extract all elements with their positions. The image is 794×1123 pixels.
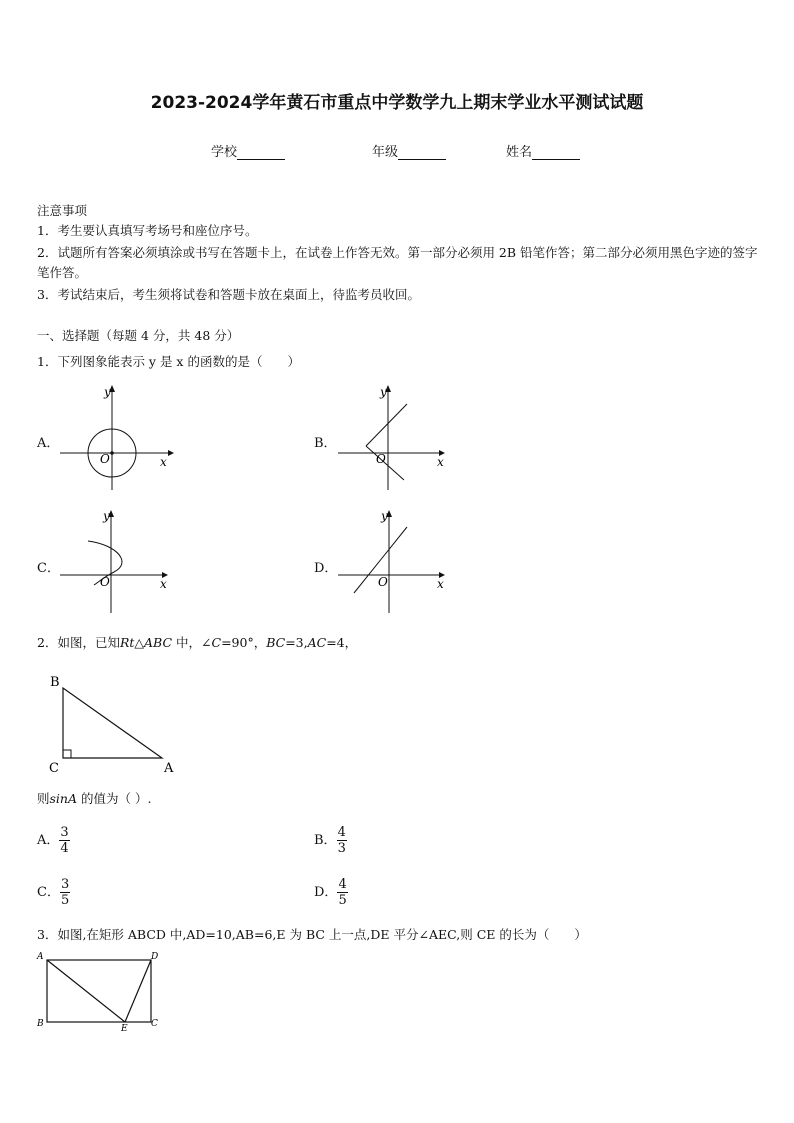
school-field[interactable] [211, 141, 285, 160]
axis-y-label: y [381, 509, 388, 523]
page-title: 2023-2024学年黄石市重点中学数学九上期末学业水平测试试题 [150, 93, 644, 113]
q2-question: 则sinA 的值为（ ）. [37, 791, 152, 806]
vertex-a-label: A [164, 761, 174, 776]
grade-label: 年级 [372, 145, 399, 160]
vertex-e-label: E [121, 1024, 128, 1033]
school-label: 学校 [211, 145, 238, 160]
q2-option-a: A． $\frac{3}{4}$ [37, 825, 69, 856]
q3-stem: 3．如图,在矩形 ABCD 中,AD=10,AB=6,E 为 BC 上一点,DE 平分∠AEC,则 CE 的长为（ ） [37, 927, 587, 942]
q2-option-c: C． $\frac{3}{5}$ [37, 877, 70, 908]
vertex-d-label: D [151, 952, 159, 962]
vertex-b-label: B [37, 1019, 44, 1029]
axis-x-label: x [437, 455, 444, 469]
vertex-c-label: C [49, 761, 59, 776]
q1-option-d-label: D． [314, 561, 338, 576]
note-1: 1．考生要认真填写考场号和座位序号。 [37, 223, 258, 238]
q1-option-a-label: A． [37, 436, 60, 451]
q1-stem: 1．下列图象能表示 y 是 x 的函数的是（ ） [37, 354, 300, 369]
q3-rectangle-figure [34, 948, 164, 1033]
q2-option-d: D． $\frac{4}{5}$ [314, 877, 347, 908]
q2-option-b: B． $\frac{4}{3}$ [314, 825, 346, 856]
vertex-a-label: A [37, 952, 44, 962]
name-label: 姓名 [506, 145, 533, 160]
vertex-b-label: B [50, 675, 60, 690]
origin-label: O [376, 452, 386, 466]
axis-y-label: y [380, 385, 387, 399]
q1-graph-b [338, 382, 453, 492]
origin-label: O [100, 575, 110, 589]
axis-y-label: y [104, 385, 111, 399]
axis-x-label: x [160, 455, 167, 469]
notes-heading: 注意事项 [37, 203, 88, 218]
q2-triangle-figure [40, 672, 190, 778]
origin-label: O [100, 452, 110, 466]
axis-y-label: y [103, 509, 110, 523]
q1-option-c-label: C． [37, 561, 60, 576]
q1-graph-d [338, 505, 453, 615]
q1-option-b-label: B． [314, 436, 337, 451]
q1-graph-a [60, 382, 175, 492]
grade-field[interactable] [372, 141, 446, 160]
note-3: 3．考试结束后，考生须将试卷和答题卡放在桌面上，待监考员收回。 [37, 287, 420, 302]
origin-label: O [378, 575, 388, 589]
q2-stem: 2．如图，已知Rt△ABC 中，∠C=90°，BC=3,AC=4， [37, 635, 358, 650]
note-2: 2．试题所有答案必须填涂或书写在答题卡上，在试卷上作答无效。第一部分必须用 2B 铅笔作答；第二部分必须用黑色字迹的签字笔作答。 [37, 245, 758, 280]
axis-x-label: x [437, 577, 444, 591]
axis-x-label: x [160, 577, 167, 591]
vertex-c-label: C [151, 1019, 158, 1029]
name-field[interactable] [506, 141, 580, 160]
section-heading: 一、选择题（每题 4 分，共 48 分） [37, 328, 240, 343]
q1-graph-c [60, 505, 175, 615]
